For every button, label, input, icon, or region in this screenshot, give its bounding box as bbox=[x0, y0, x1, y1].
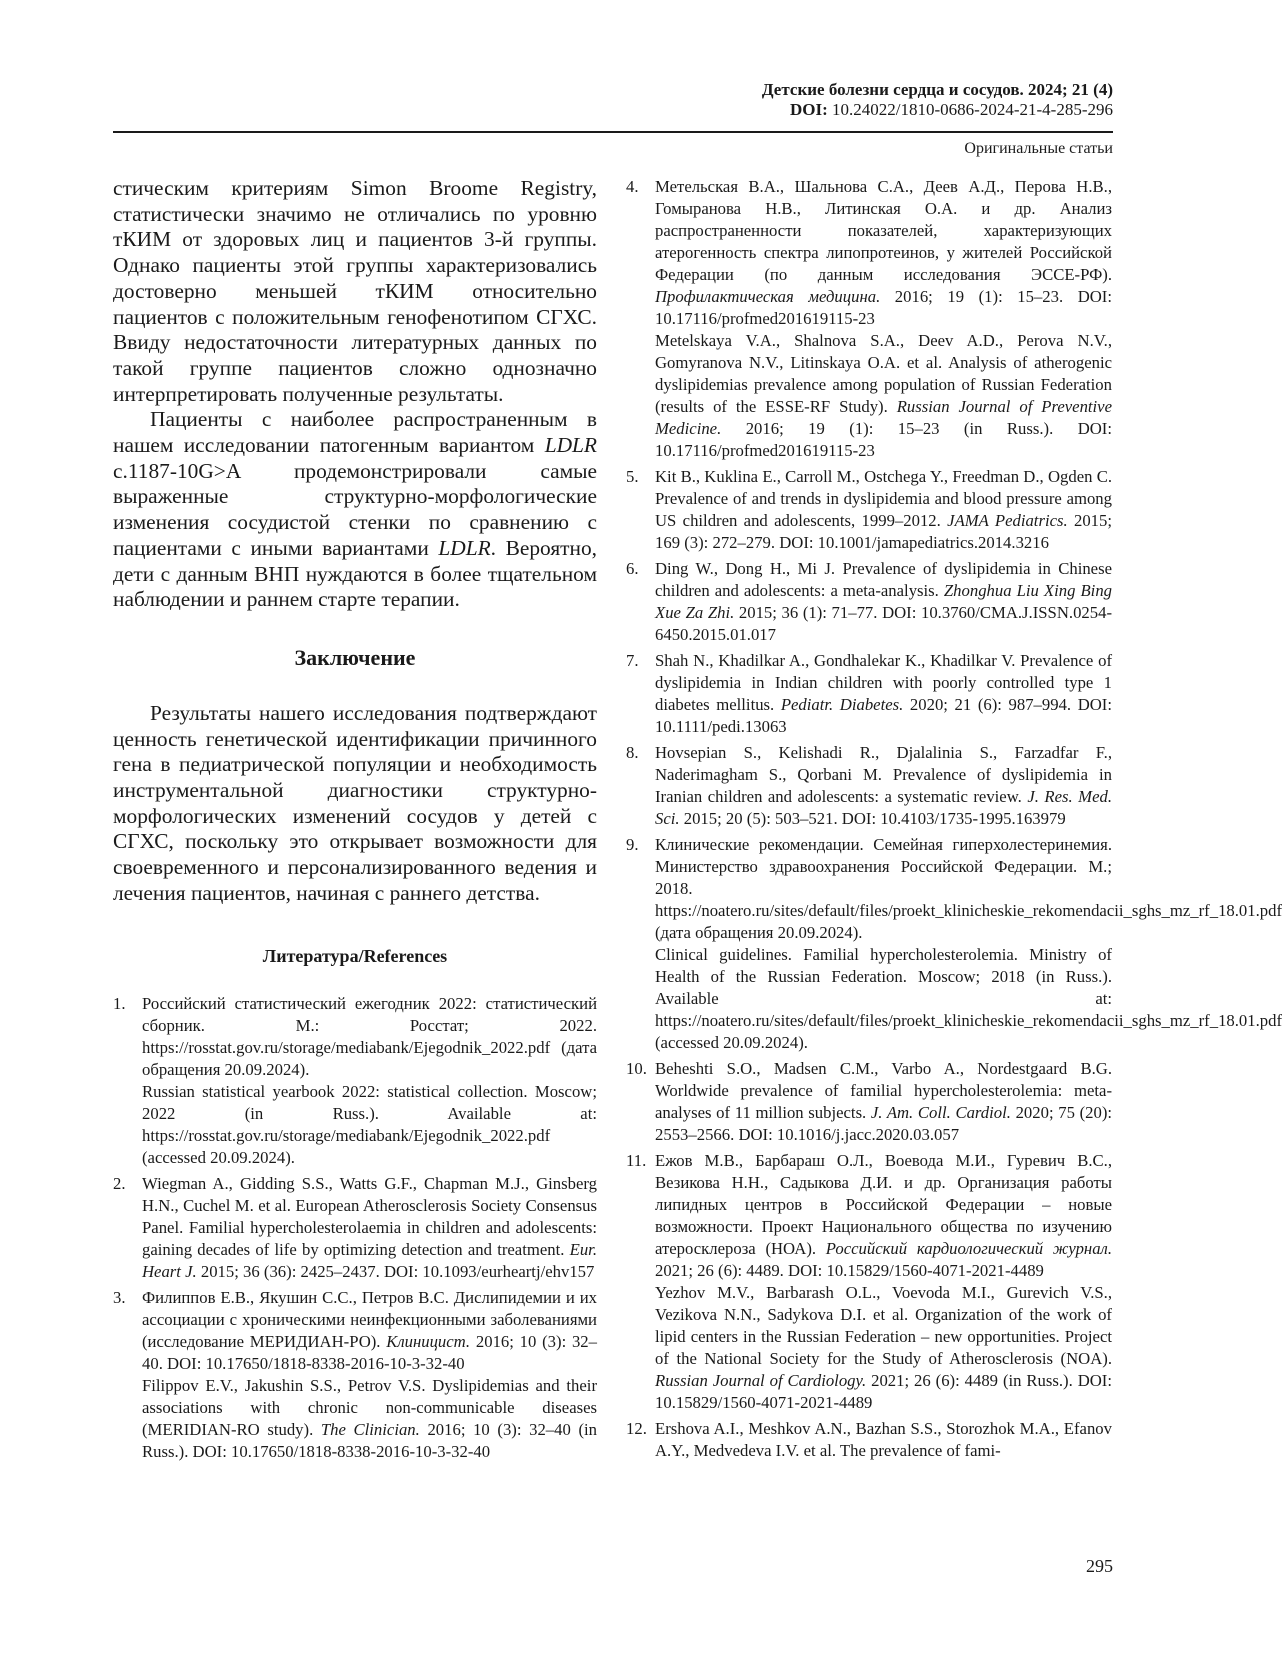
journal-name: J. Res. Med. Sci. bbox=[655, 787, 1112, 828]
reference-item bbox=[626, 834, 1282, 1054]
reference-text bbox=[655, 1418, 1112, 1462]
reference-run: Shah N., Khadilkar A., Gondhalekar K., Khadilkar V. Prevalence of dyslipidemia in Indian children with poorly controlled type 1 diabetes mellitus. bbox=[655, 651, 1112, 714]
text-run: c.1187-10G>A продемонстрировали самые выраженные структурно-морфологические изменения сосудистой стенки по сравнению с пациентами с иными вариантами bbox=[113, 458, 597, 560]
journal-name: Российский кардиологический журнал. bbox=[825, 1239, 1112, 1258]
reference-item bbox=[626, 1418, 1112, 1462]
journal-name: Профилактическая медицина. bbox=[655, 287, 881, 306]
reference-run: Metelskaya V.A., Shalnova S.A., Deev A.D., Perova N.V., Gomyranova N.V., Litinskaya O.A. et al. Analysis of atherogenic dyslipidemias prevalence among population of Russian Federation (results of the ESSE-RF Study). bbox=[655, 331, 1112, 416]
body-text bbox=[113, 176, 597, 907]
text-run: . Вероятно, дети с данным ВНП нуждаются в более тщательном наблюдении и раннем старте терапии. bbox=[113, 535, 598, 612]
reference-translation bbox=[655, 1282, 1112, 1414]
paragraph-3: Результаты нашего исследования подтверждают ценность генетической идентификации причинного гена в педиатрической популяции и необходимость инструментальной диагностики структурно-морфологических изменений сосудов у детей с СГХС, поскольку это открывает возможности для своевременного и персонализированного ведения и лечения пациентов, начиная с раннего детства. bbox=[113, 700, 597, 905]
conclusion-heading: Заключение bbox=[294, 644, 416, 670]
reference-run: 2016; 19 (1): 15–23 (in Russ.). DOI: 10.17116/profmed201619115-23 bbox=[655, 419, 1112, 460]
journal-header bbox=[762, 80, 1113, 120]
reference-text bbox=[655, 466, 1112, 554]
text-run: Пациенты с наиболее распространенным в нашем исследовании патогенным вариантом bbox=[113, 407, 597, 458]
reference-run: Filippov E.V., Jakushin S.S., Petrov V.S. Dyslipidemias and their associations with chronic non-communicable diseases (MERIDIAN-RO study). bbox=[142, 1375, 597, 1439]
reference-number: 10. bbox=[626, 1059, 647, 1078]
reference-text bbox=[655, 1058, 1112, 1146]
reference-run: Clinical guidelines. Familial hypercholesterolemia. Ministry of Health of the Russian Federation. Moscow; 2018 (in Russ.). Available at: https://noatero.ru/sites/default/files/proekt_klinicheskie_rekomendacii_sghs_mz_rf_18.01.pdf (accessed 20.09.2024). bbox=[655, 945, 1282, 1052]
reference-item bbox=[626, 176, 1112, 462]
reference-item bbox=[113, 993, 597, 1169]
reference-number: 5. bbox=[626, 467, 639, 486]
reference-text bbox=[655, 742, 1112, 830]
gene-name: LDLR bbox=[438, 535, 491, 560]
reference-run: 2020; 75 (20): 2553–2566. DOI: 10.1016/j.jacc.2020.03.057 bbox=[655, 1103, 1113, 1144]
reference-number: 12. bbox=[626, 1419, 647, 1438]
reference-run: Hovsepian S., Kelishadi R., Djalalinia S., Farzadfar F., Naderimagham S., Qorbani M. Prevalence of dyslipidemia in Iranian children and adolescents: a systematic review. bbox=[655, 743, 1112, 806]
reference-number: 9. bbox=[626, 835, 639, 854]
journal-name: The Clinician. bbox=[320, 1419, 420, 1439]
gene-name: LDLR bbox=[544, 433, 597, 458]
reference-number: 2. bbox=[113, 1173, 126, 1193]
reference-text bbox=[655, 650, 1112, 738]
journal-name: Russian Journal of Preventive Medicine. bbox=[655, 397, 1112, 438]
reference-item bbox=[626, 558, 1112, 646]
journal-name: Pediatr. Diabetes. bbox=[780, 695, 904, 714]
reference-run: Филиппов Е.В., Якушин С.С., Петров В.С. Дислипидемии и их ассоциации с хроническими неинфекционными заболеваниями (исследование МЕРИДИАН-РО). bbox=[142, 1287, 597, 1351]
journal-name: J. Am. Coll. Cardiol. bbox=[870, 1103, 1011, 1122]
reference-run: 2020; 21 (6): 987–994. DOI: 10.1111/pedi.13063 bbox=[655, 695, 1112, 736]
journal-name: JAMA Pediatrics. bbox=[947, 511, 1068, 530]
reference-number: 1. bbox=[113, 993, 126, 1013]
journal-name: Zhonghua Liu Xing Bing Xue Za Zhi. bbox=[655, 581, 1113, 622]
reference-run: Ding W., Dong H., Mi J. Prevalence of dyslipidemia in Chinese children and adolescents: a meta-analysis. bbox=[655, 559, 1112, 600]
reference-number: 3. bbox=[113, 1287, 126, 1307]
paragraph-2 bbox=[113, 407, 597, 613]
references-heading: Литература/References bbox=[262, 945, 448, 966]
reference-run: 2021; 26 (6): 4489 (in Russ.). DOI: 10.15829/1560-4071-2021-4489 bbox=[655, 1371, 1112, 1412]
reference-run: Ershova A.I., Meshkov A.N., Bazhan S.S., Storozhok M.A., Efanov A.Y., Medvedeva I.V. et al. The prevalence of fami- bbox=[655, 1419, 1112, 1460]
page-number: 295 bbox=[1086, 1556, 1113, 1576]
reference-run: 2016; 10 (3): 32–40 (in Russ.). DOI: 10.17650/1818-8338-2016-10-3-32-40 bbox=[142, 1419, 597, 1461]
references-list-left bbox=[113, 993, 597, 1463]
reference-item bbox=[113, 1173, 597, 1283]
reference-run: Beheshti S.O., Madsen C.M., Varbo A., Nordestgaard B.G. Worldwide prevalence of familial hypercholesterolemia: meta-analyses of 11 million subjects. bbox=[655, 1059, 1112, 1122]
journal-name: Клиницист. bbox=[386, 1331, 471, 1351]
reference-item bbox=[626, 466, 1112, 554]
reference-item bbox=[626, 742, 1112, 830]
reference-run: Wiegman A., Gidding S.S., Watts G.F., Chapman M.J., Ginsberg H.N., Cuchel M. et al. European Atherosclerosis Society Consensus Panel. Familial hypercholesterolaemia in children and adolescents: gaining decades of life by optimizing detection and treatment. bbox=[142, 1173, 597, 1259]
reference-text bbox=[142, 1287, 597, 1375]
reference-text bbox=[655, 1150, 1112, 1282]
reference-text bbox=[142, 1173, 597, 1283]
reference-run: 2015; 20 (5): 503–521. DOI: 10.4103/1735-1995.163979 bbox=[679, 809, 1066, 828]
section-label: Оригинальные статьи bbox=[964, 140, 1113, 157]
doi-label: DOI: bbox=[790, 100, 828, 119]
reference-number: 7. bbox=[626, 651, 639, 670]
reference-number: 11. bbox=[626, 1151, 647, 1170]
reference-translation bbox=[142, 1081, 597, 1169]
reference-number: 8. bbox=[626, 743, 639, 762]
reference-run: Метельская В.А., Шальнова С.А., Деев А.Д., Перова Н.В., Гомыранова Н.В., Литинская О.А. и др. Анализ распространенности показателей, характеризующих атерогенность спектра липопротеинов, у жителей Российской Федерации (по данным исследования ЭССЕ-РФ). bbox=[655, 177, 1112, 284]
reference-run: Russian statistical yearbook 2022: statistical collection. Moscow; 2022 (in Russ.). Available at: https://rosstat.gov.ru/storage/mediabank/Ejegodnik_2022.pdf (accessed 20.09.2024). bbox=[142, 1081, 597, 1167]
reference-run: 2016; 19 (1): 15–23. DOI: 10.17116/profmed201619115-23 bbox=[655, 287, 1113, 328]
references-list-right bbox=[626, 176, 1282, 1462]
reference-run: Российский статистический ежегодник 2022: статистический сборник. М.: Росстат; 2022. https://rosstat.gov.ru/storage/mediabank/Ejegodnik_2022.pdf (дата обращения 20.09.2024). bbox=[142, 993, 597, 1079]
reference-run: Yezhov M.V., Barbarash O.L., Voevoda M.I., Gurevich V.S., Vezikova N.N., Sadykova D.I. et al. Organization of the work of lipid centers in the Russian Federation – new opportunities. Project of the National Society for the Study of Atherosclerosis (NOA). bbox=[655, 1283, 1112, 1368]
reference-number: 6. bbox=[626, 559, 639, 578]
reference-run: 2015; 36 (1): 71–77. DOI: 10.3760/CMA.J.ISSN.0254-6450.2015.01.017 bbox=[655, 603, 1112, 644]
right-column bbox=[626, 176, 1282, 1466]
reference-run: Kit B., Kuklina E., Carroll M., Ostchega Y., Freedman D., Ogden C. Prevalence of and trends in dyslipidemia and blood pressure among US children and adolescents, 1999–2012. bbox=[655, 467, 1112, 530]
reference-item bbox=[626, 1058, 1112, 1146]
reference-text bbox=[655, 834, 1282, 944]
reference-run: 2015; 36 (36): 2425–2437. DOI: 10.1093/eurheartj/ehv157 bbox=[196, 1261, 595, 1281]
reference-run: 2021; 26 (6): 4489. DOI: 10.15829/1560-4071-2021-4489 bbox=[655, 1261, 1044, 1280]
reference-run: Ежов М.В., Барбараш О.Л., Воевода М.И., Гуревич В.С., Везикова Н.Н., Садыкова Д.И. и др. Организация работы липидных центров в Российской Федерации – новые возможности. Проект Национального общества по изучению атеросклероза (НОА). bbox=[655, 1151, 1112, 1258]
reference-translation bbox=[142, 1375, 597, 1463]
reference-text bbox=[655, 558, 1112, 646]
reference-item bbox=[626, 650, 1112, 738]
reference-run: 2016; 10 (3): 32–40. DOI: 10.17650/1818-8338-2016-10-3-32-40 bbox=[142, 1331, 597, 1373]
left-column bbox=[113, 176, 597, 1467]
reference-item bbox=[113, 1287, 597, 1463]
reference-translation bbox=[655, 944, 1282, 1054]
reference-text bbox=[655, 176, 1112, 330]
journal-title: Детские болезни сердца и сосудов. 2024; 21 (4) bbox=[761, 80, 1113, 99]
journal-name: Eur. Heart J. bbox=[142, 1239, 597, 1281]
reference-run: 2015; 169 (3): 272–279. DOI: 10.1001/jamapediatrics.2014.3216 bbox=[655, 511, 1113, 552]
reference-run: Клинические рекомендации. Семейная гиперхолестеринемия. Министерство здравоохранения Российской Федерации. М.; 2018. https://noatero.ru/sites/default/files/proekt_klinicheskie_rekomendacii_sghs_mz_rf_18.01.pdf (дата обращения 20.09.2024). bbox=[655, 835, 1282, 942]
journal-name: Russian Journal of Cardiology. bbox=[655, 1371, 867, 1390]
header-rule bbox=[113, 131, 1113, 133]
paragraph-1: стическим критериям Simon Broome Registry, статистически значимо не отличались по уровню тКИМ от здоровых лиц и пациентов 3-й группы. Однако пациенты этой группы характеризовались достоверно меньшей тКИМ относительно пациентов с положительным генофенотипом СГХС. Ввиду недостаточности литературных данных по такой группе пациентов сложно однозначно интерпретировать полученные результаты. bbox=[113, 176, 597, 406]
reference-text bbox=[142, 993, 597, 1081]
reference-translation bbox=[655, 330, 1112, 462]
reference-item bbox=[626, 1150, 1112, 1414]
doi-value: 10.24022/1810-0686-2024-21-4-285-296 bbox=[827, 100, 1113, 119]
reference-number: 4. bbox=[626, 177, 639, 196]
